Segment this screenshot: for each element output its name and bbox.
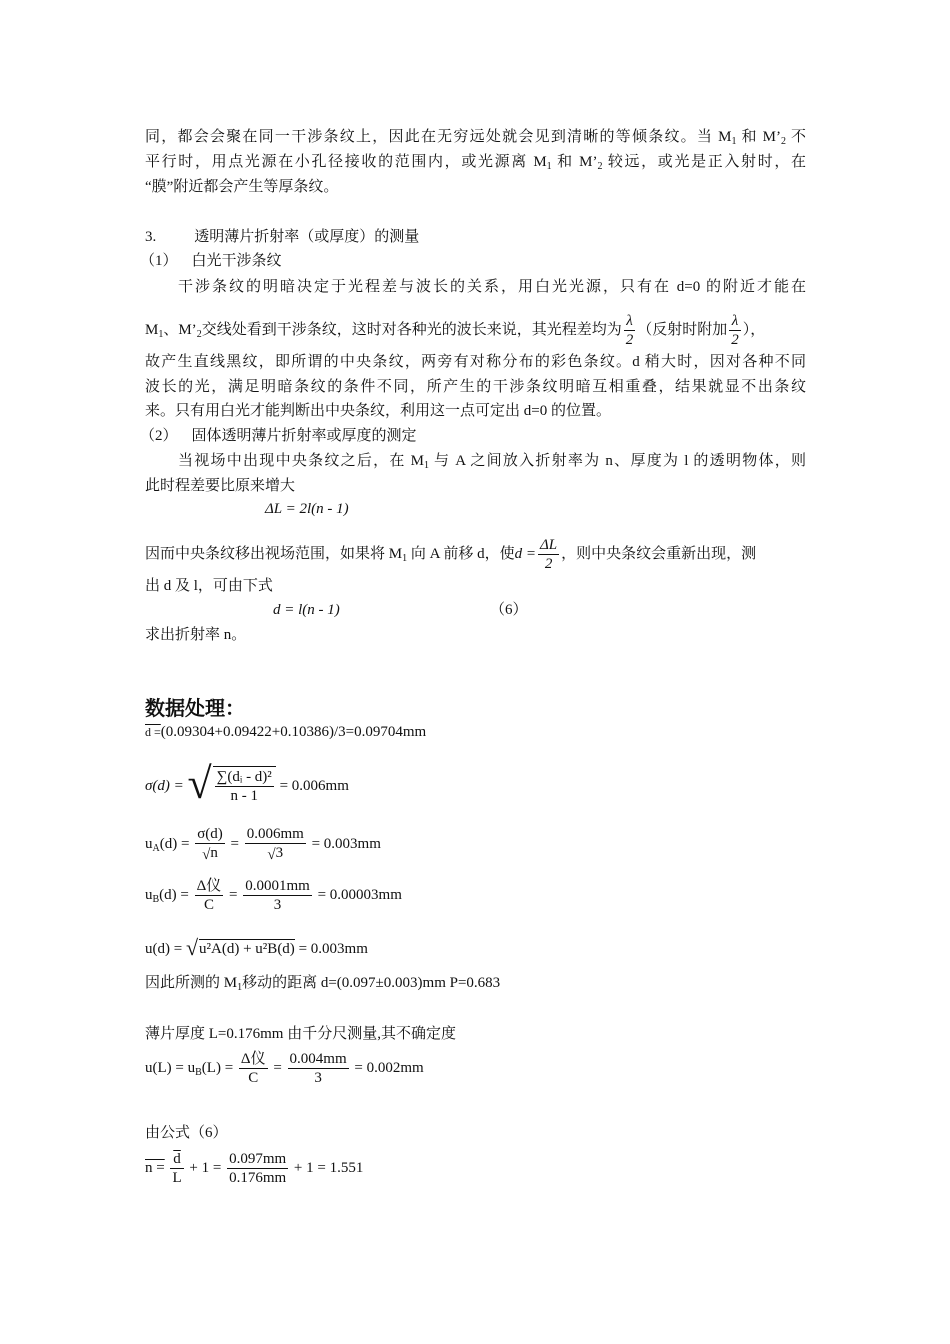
equation-delta-L: ΔL = 2l(n - 1) <box>265 501 349 517</box>
p1-line4: 波长的光，满足明暗条纹的条件不同，所产生的干涉条纹明暗互相重叠，结果就显不出条纹 <box>145 379 806 395</box>
subsection2-heading: （2） 固体透明薄片折射率或厚度的测定 <box>140 428 417 444</box>
p2-line2: 此时程差要比原来增大 <box>145 478 296 494</box>
result-line: 因此所测的 $M_1$移动的距离 d=(0.097±0.003)mm P=0.683 <box>145 975 501 993</box>
p2-line1: 当视场中出现中央条纹之后，在 $M_1$ 与 A 之间放入折射率为 n、厚度为 l 的透明物体，则 <box>178 453 806 471</box>
n-equation: n = $\frac{\overline{d}}{L}$ + 1 = $\frac{0.097mm}{0.176mm}$ + 1 = 1.551 <box>145 1151 364 1186</box>
p2-line4: 出 d 及 l，可由下式 <box>145 578 273 594</box>
lambda-half-fraction-2: $\frac{\lambda}{2}$ <box>731 313 739 348</box>
delta-L-half-fraction: $\frac{\Delta L}{2}$ <box>539 537 558 572</box>
uA-equation: $u_A(d)$ = $\frac{\sigma(d)}{√n}$ = $\frac{0.006mm}{√3}$ = 0.003mm <box>145 826 381 863</box>
para1-line2: 平行时，用点光源在小孔径接收的范围内，或光源离 $M_1$ 和 $M’_2$ 较远，或光是正入射时，在 <box>145 154 806 172</box>
p2-line3: 因而中央条纹移出视场范围，如果将 $M_1$ 向 A 前移 d，使d = $\frac{\Delta L}{2}$ ，则中央条纹会重新出现，测 <box>145 537 757 572</box>
p1-line1: 干涉条纹的明暗决定于光程差与波长的关系，用白光光源，只有在 d=0 的附近才能在 <box>178 279 806 295</box>
p1-line5: 来。只有用白光才能判断出中央条纹，利用这一点可定出 d=0 的位置。 <box>145 403 611 419</box>
sigma-equation: σ(d) = √ $\frac{\text{∑(dᵢ - d)²}}{n - 1}$ = 0.006mm <box>145 759 349 808</box>
section3-heading: 3. 透明薄片折射率（或厚度）的测量 <box>145 229 420 245</box>
uB-equation: $u_B(d)$ = $\frac{\text{Δ仪}}{C}$ = $\frac{0.0001mm}{3}$ = 0.00003mm <box>145 878 402 913</box>
subsection1-heading: （1） 白光干涉条纹 <box>140 253 282 269</box>
thickness-line: 薄片厚度 L=0.176mm 由千分尺测量,其不确定度 <box>145 1026 456 1042</box>
uL-equation: $u(L) = u_B(L)$ = $\frac{\text{Δ仪}}{C}$ = $\frac{0.004mm}{3}$ = 0.002mm <box>145 1051 424 1086</box>
lambda-half-fraction: $\frac{\lambda}{2}$ <box>625 313 634 348</box>
dbar-equation: d =(0.09304+0.09422+0.10386)/3=0.09704mm <box>145 724 427 740</box>
p1-line3: 故产生直线黑纹，即所谓的中央条纹，两旁有对称分布的彩色条纹。d 稍大时，因对各种不同 <box>145 354 806 370</box>
equation-6: d = l(n - 1) <box>273 602 340 618</box>
para1-line1: 同，都会会聚在同一干涉条纹上，因此在无穷远处就会见到清晰的等倾条纹。当 $M_1$ 和 $M’_2$ 不 <box>145 129 806 147</box>
equation-6-label: （6） <box>490 602 528 618</box>
para1-line3: “膜”附近都会产生等厚条纹。 <box>145 179 339 195</box>
p1-line2: $M_1$、$M’_2$交线处看到干涉条纹，这时对各种光的波长来说，其光程差均为 $\frac{\lambda}{2}$ （反射时附加 $\frac{\lambda}{2}$ ）， <box>145 313 766 348</box>
p2-line5: 求出折射率 n。 <box>145 627 247 643</box>
formula6-line: 由公式（6） <box>145 1125 228 1141</box>
u-combined-equation: u(d) = √u²A(d) + u²B(d) = 0.003mm <box>145 935 368 960</box>
data-processing-heading: 数据处理： <box>145 696 245 720</box>
